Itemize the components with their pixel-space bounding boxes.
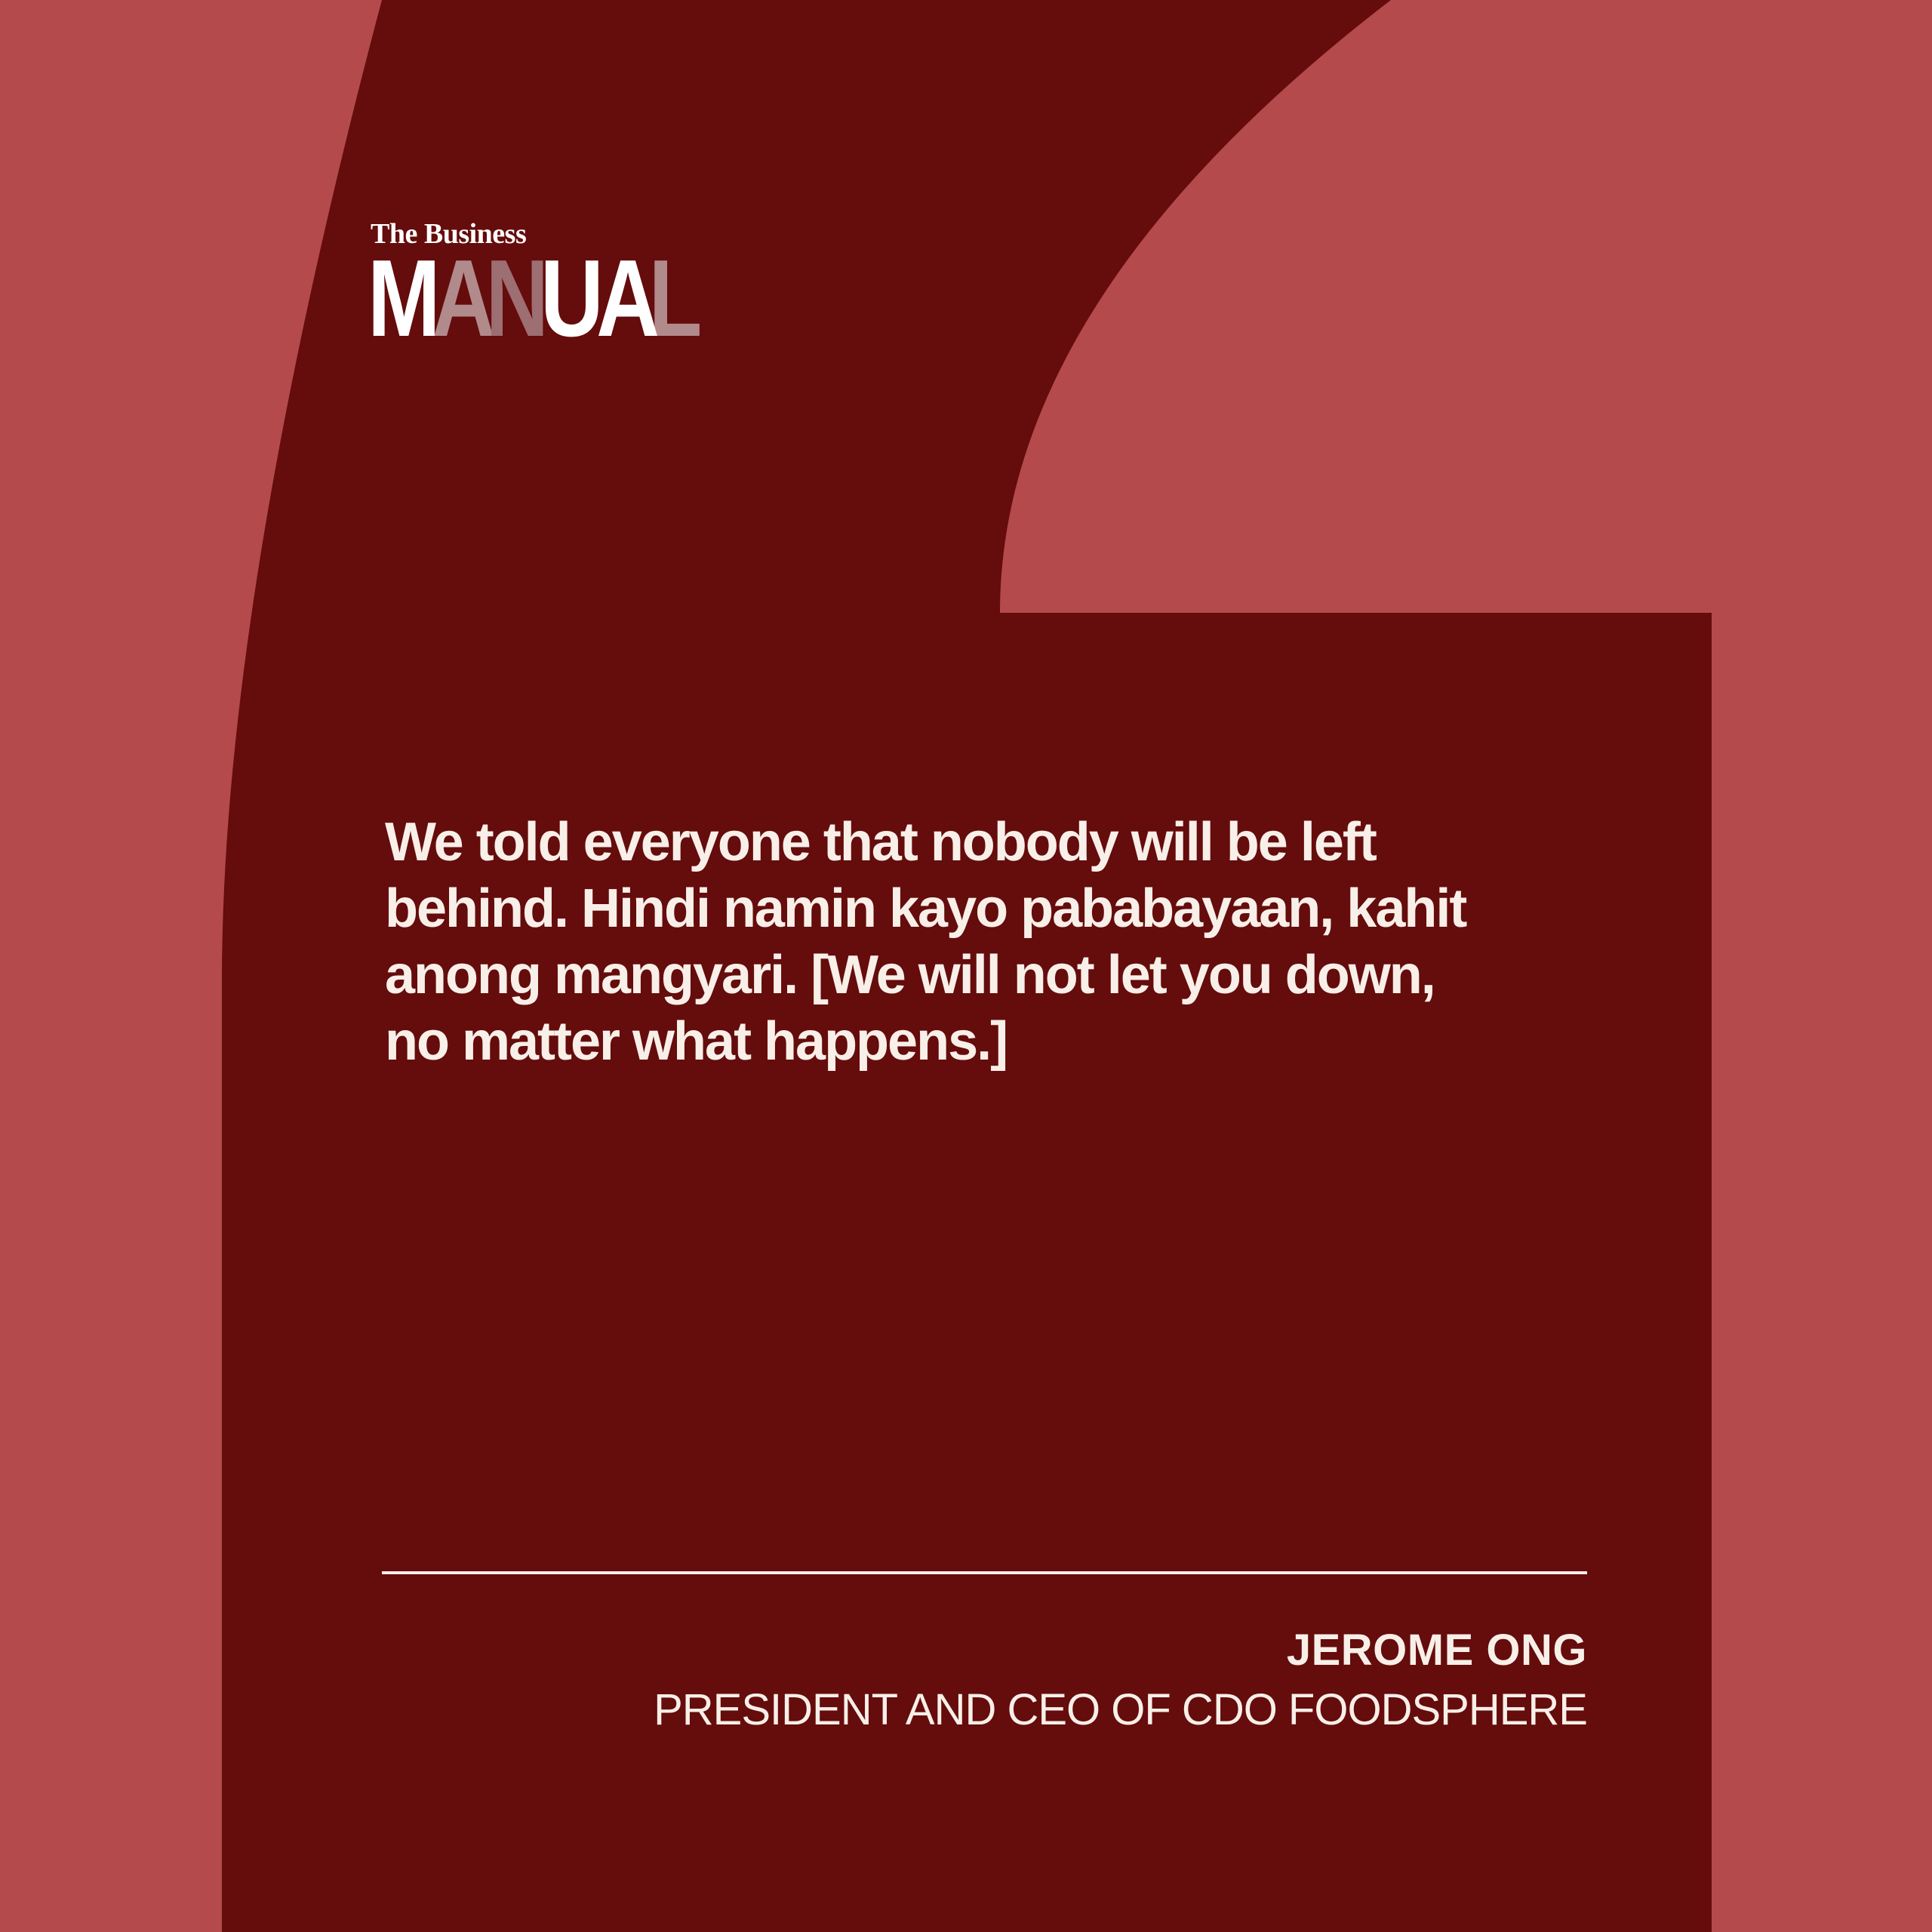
wordmark-letter: M	[368, 237, 436, 359]
wordmark-letter: N	[485, 237, 544, 359]
quote-line: behind. Hindi namin kayo pababayaan, kahit	[385, 878, 1466, 939]
brand-wordmark	[368, 237, 697, 359]
attribution-title: PRESIDENT AND CEO OF CDO FOODSPHERE	[654, 1685, 1587, 1734]
attribution-name: JEROME ONG	[1286, 1626, 1587, 1675]
attribution	[654, 1626, 1587, 1734]
quote-line: no matter what happens.]	[385, 1011, 1008, 1072]
quote-line: anong mangyari. [We will not let you down,	[385, 945, 1435, 1005]
divider-line	[382, 1571, 1587, 1574]
wordmark-letter: U	[540, 237, 599, 359]
quote-text	[385, 809, 1466, 1075]
wordmark-letter: L	[648, 237, 697, 359]
quote-line: We told everyone that nobody will be left	[385, 812, 1376, 872]
wordmark-letter: A	[596, 237, 655, 359]
brand-logo	[368, 218, 697, 359]
wordmark-letter: A	[432, 237, 491, 359]
brand-tagline: The Business	[371, 218, 527, 250]
